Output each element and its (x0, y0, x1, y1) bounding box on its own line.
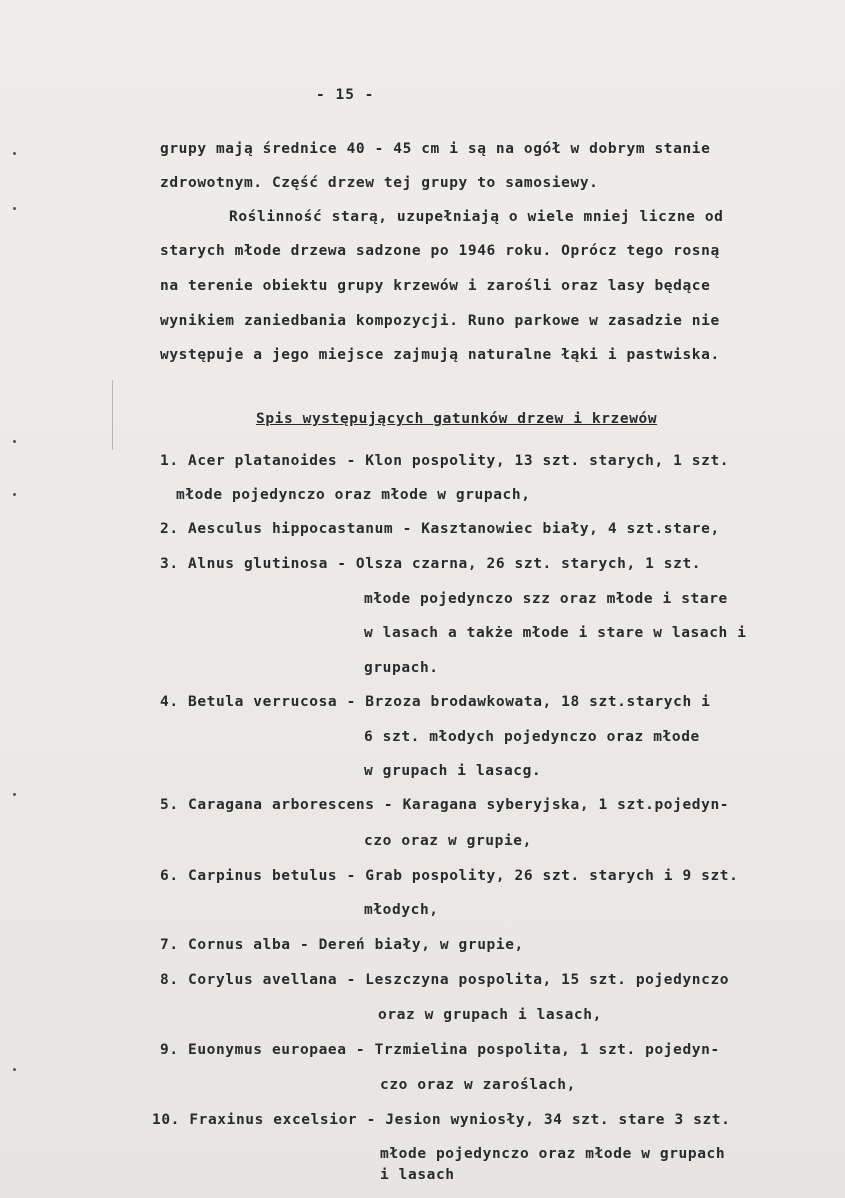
list-item: 3. Alnus glutinosa - Olsza czarna, 26 szt. starych, 1 szt. (160, 556, 702, 572)
intro-line: zdrowotnym. Część drzew tej grupy to samosiewy. (160, 175, 599, 191)
intro-line: występuje a jego miejsce zajmują naturalne łąki i pastwiska. (160, 347, 720, 363)
list-item-continuation: czo oraz w grupie, (364, 833, 532, 849)
list-item-continuation: czo oraz w zaroślach, (380, 1077, 576, 1093)
list-item: 9. Euonymus europaea - Trzmielina pospolita, 1 szt. pojedyn- (160, 1042, 720, 1058)
margin-dot (13, 1068, 16, 1071)
margin-dot (13, 207, 16, 210)
margin-dot (13, 440, 16, 443)
list-item-continuation: w grupach i lasacg. (364, 763, 542, 779)
page-number: - 15 - (316, 87, 375, 103)
intro-line: starych młode drzewa sadzone po 1946 roku. Oprócz tego rosną (160, 243, 720, 259)
list-item-continuation: oraz w grupach i lasach, (378, 1007, 602, 1023)
list-item: 2. Aesculus hippocastanum - Kasztanowiec biały, 4 szt.stare, (160, 521, 720, 537)
intro-line: wynikiem zaniedbania kompozycji. Runo parkowe w zasadzie nie (160, 313, 720, 329)
intro-line: na terenie obiektu grupy krzewów i zarośli oraz lasy będące (160, 278, 711, 294)
margin-line (112, 380, 113, 450)
intro-line: Roślinność starą, uzupełniają o wiele mniej liczne od (229, 209, 724, 225)
list-item-continuation: 6 szt. młodych pojedynczo oraz młode (364, 729, 700, 745)
list-item: 4. Betula verrucosa - Brzoza brodawkowata, 18 szt.starych i (160, 694, 711, 710)
list-item-continuation: młode pojedynczo oraz młode w grupach, (176, 487, 531, 503)
list-item-continuation: grupach. (364, 660, 439, 676)
margin-dot (13, 152, 16, 155)
list-item: 6. Carpinus betulus - Grab pospolity, 26 szt. starych i 9 szt. (160, 868, 739, 884)
margin-dot (13, 793, 16, 796)
list-item-continuation: w lasach a także młode i stare w lasach i (364, 625, 747, 641)
section-heading: Spis występujących gatunków drzew i krzewów (256, 411, 658, 427)
list-item-continuation: i lasach (380, 1167, 455, 1183)
intro-line: grupy mają średnice 40 - 45 cm i są na ogół w dobrym stanie (160, 141, 711, 157)
list-item-continuation: młode pojedynczo szz oraz młode i stare (364, 591, 728, 607)
list-item: 7. Cornus alba - Dereń biały, w grupie, (160, 937, 524, 953)
list-item-continuation: młodych, (364, 902, 439, 918)
margin-dot (13, 493, 16, 496)
list-item: 10. Fraxinus excelsior - Jesion wyniosły, 34 szt. stare 3 szt. (152, 1112, 731, 1128)
list-item: 5. Caragana arborescens - Karagana syberyjska, 1 szt.pojedyn- (160, 797, 730, 813)
list-item: 1. Acer platanoides - Klon pospolity, 13 szt. starych, 1 szt. (160, 453, 730, 469)
list-item: 8. Corylus avellana - Leszczyna pospolita, 15 szt. pojedynczo (160, 972, 730, 988)
list-item-continuation: młode pojedynczo oraz młode w grupach (380, 1146, 726, 1162)
